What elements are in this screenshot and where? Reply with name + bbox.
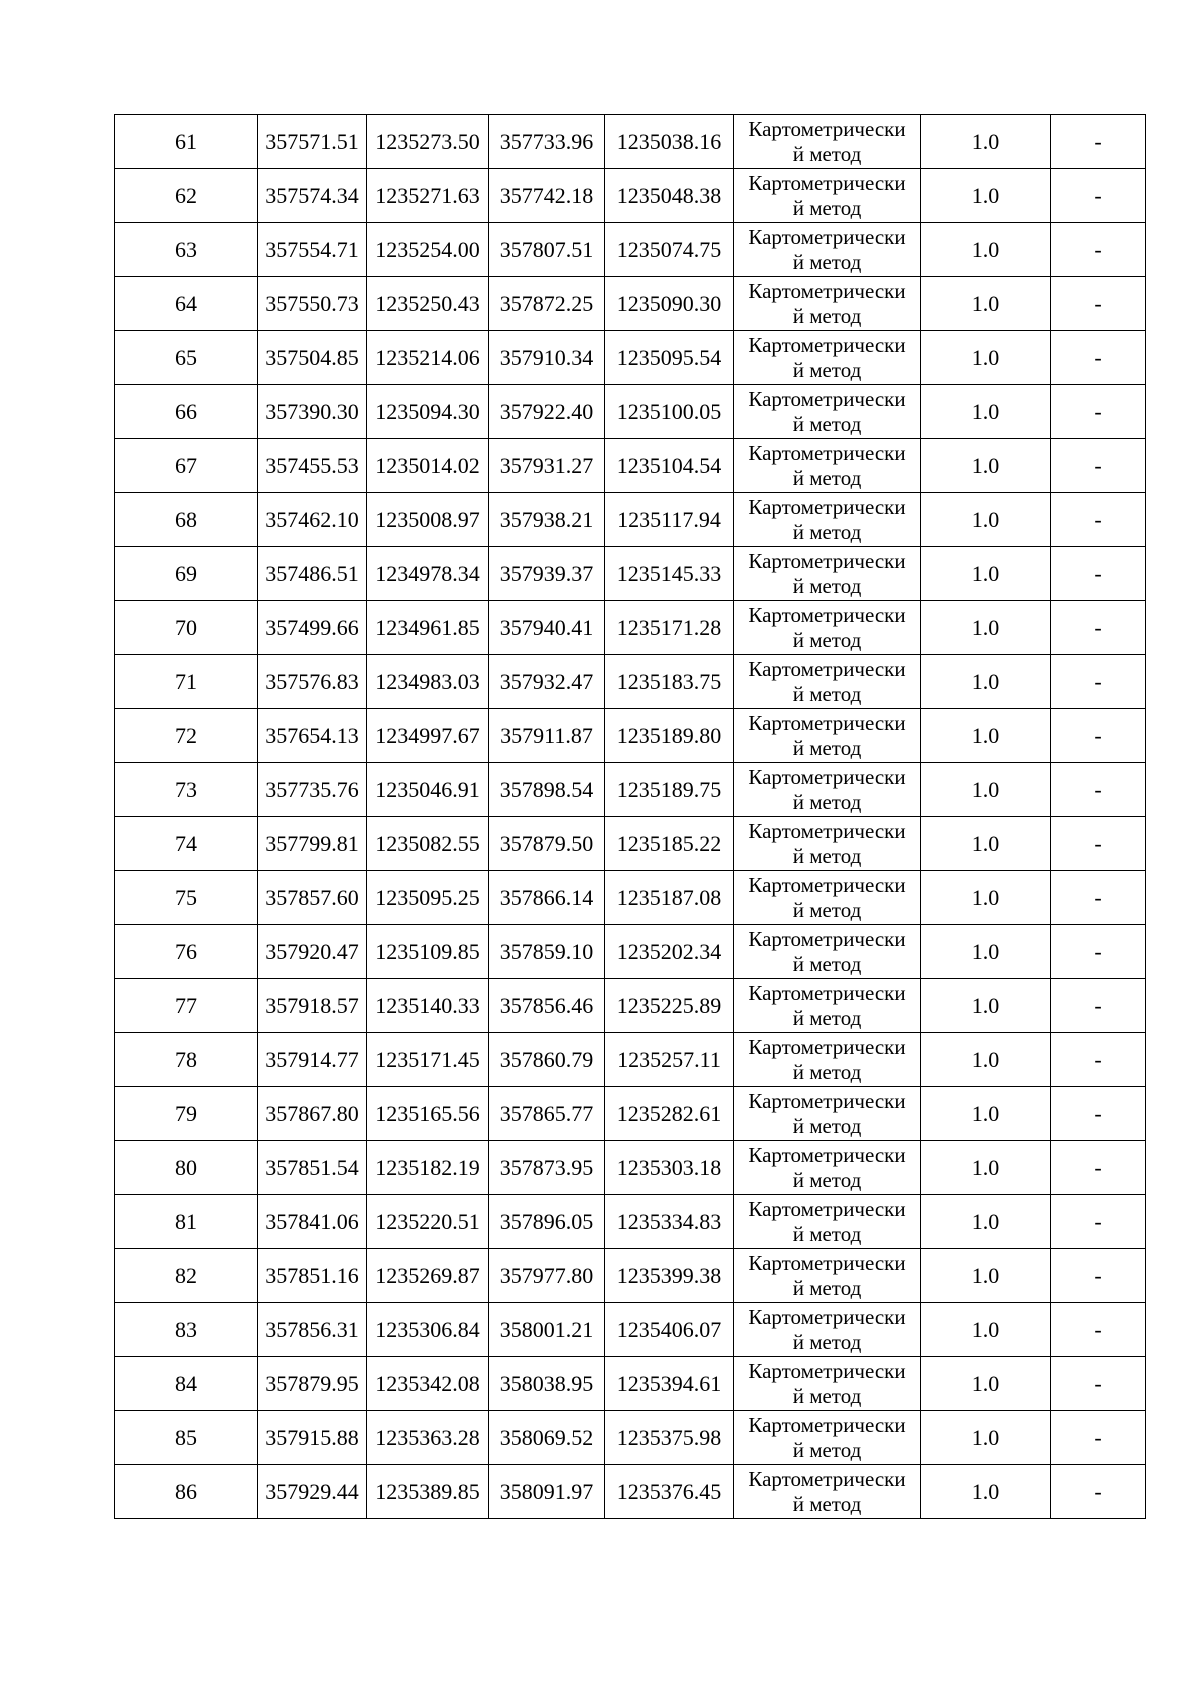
point-number-cell: 61 bbox=[115, 115, 258, 169]
method-cell bbox=[734, 169, 921, 223]
method-cell bbox=[734, 817, 921, 871]
table-row bbox=[115, 493, 1146, 547]
method-cell bbox=[734, 1249, 921, 1303]
x-coordinate-cell: 357654.13 bbox=[258, 709, 367, 763]
y-coordinate-2-cell: 1235225.89 bbox=[605, 979, 734, 1033]
point-number-cell: 69 bbox=[115, 547, 258, 601]
accuracy-cell: 1.0 bbox=[921, 169, 1051, 223]
x-coordinate-2-cell: 357938.21 bbox=[489, 493, 605, 547]
point-number-cell: 74 bbox=[115, 817, 258, 871]
method-line-1: Картометрически bbox=[748, 1142, 906, 1167]
method-line-1: Картометрически bbox=[748, 818, 906, 843]
x-coordinate-2-cell: 357879.50 bbox=[489, 817, 605, 871]
accuracy-cell: 1.0 bbox=[921, 817, 1051, 871]
method-line-2: й метод bbox=[792, 1275, 862, 1300]
x-coordinate-cell: 357504.85 bbox=[258, 331, 367, 385]
x-coordinate-cell: 357735.76 bbox=[258, 763, 367, 817]
x-coordinate-2-cell: 357856.46 bbox=[489, 979, 605, 1033]
y-coordinate-cell: 1235082.55 bbox=[367, 817, 489, 871]
x-coordinate-cell: 357486.51 bbox=[258, 547, 367, 601]
accuracy-cell: 1.0 bbox=[921, 493, 1051, 547]
method-line-1: Картометрически bbox=[748, 1196, 906, 1221]
note-cell: - bbox=[1051, 1141, 1146, 1195]
note-cell: - bbox=[1051, 601, 1146, 655]
table-row bbox=[115, 1141, 1146, 1195]
coordinates-table bbox=[114, 114, 1146, 1519]
accuracy-cell: 1.0 bbox=[921, 979, 1051, 1033]
y-coordinate-cell: 1235094.30 bbox=[367, 385, 489, 439]
point-number-cell: 73 bbox=[115, 763, 258, 817]
note-cell: - bbox=[1051, 1195, 1146, 1249]
y-coordinate-2-cell: 1235189.80 bbox=[605, 709, 734, 763]
point-number-cell: 62 bbox=[115, 169, 258, 223]
accuracy-cell: 1.0 bbox=[921, 1033, 1051, 1087]
table-row bbox=[115, 925, 1146, 979]
y-coordinate-2-cell: 1235202.34 bbox=[605, 925, 734, 979]
point-number-cell: 67 bbox=[115, 439, 258, 493]
method-cell bbox=[734, 655, 921, 709]
point-number-cell: 83 bbox=[115, 1303, 258, 1357]
note-cell: - bbox=[1051, 763, 1146, 817]
y-coordinate-2-cell: 1235090.30 bbox=[605, 277, 734, 331]
method-line-2: й метод bbox=[792, 1167, 862, 1192]
method-cell bbox=[734, 1303, 921, 1357]
note-cell: - bbox=[1051, 979, 1146, 1033]
point-number-cell: 80 bbox=[115, 1141, 258, 1195]
y-coordinate-cell: 1235271.63 bbox=[367, 169, 489, 223]
method-line-2: й метод bbox=[792, 735, 862, 760]
x-coordinate-2-cell: 358091.97 bbox=[489, 1465, 605, 1519]
method-line-1: Картометрически bbox=[748, 170, 906, 195]
x-coordinate-2-cell: 357873.95 bbox=[489, 1141, 605, 1195]
accuracy-cell: 1.0 bbox=[921, 331, 1051, 385]
method-line-1: Картометрически bbox=[748, 1412, 906, 1437]
y-coordinate-2-cell: 1235100.05 bbox=[605, 385, 734, 439]
y-coordinate-2-cell: 1235145.33 bbox=[605, 547, 734, 601]
note-cell: - bbox=[1051, 1357, 1146, 1411]
y-coordinate-2-cell: 1235394.61 bbox=[605, 1357, 734, 1411]
x-coordinate-cell: 357914.77 bbox=[258, 1033, 367, 1087]
x-coordinate-cell: 357499.66 bbox=[258, 601, 367, 655]
y-coordinate-2-cell: 1235185.22 bbox=[605, 817, 734, 871]
x-coordinate-cell: 357455.53 bbox=[258, 439, 367, 493]
x-coordinate-cell: 357929.44 bbox=[258, 1465, 367, 1519]
method-cell bbox=[734, 709, 921, 763]
table-body bbox=[115, 115, 1146, 1519]
y-coordinate-cell: 1235269.87 bbox=[367, 1249, 489, 1303]
method-line-2: й метод bbox=[792, 1491, 862, 1516]
y-coordinate-2-cell: 1235257.11 bbox=[605, 1033, 734, 1087]
note-cell: - bbox=[1051, 223, 1146, 277]
x-coordinate-cell: 357550.73 bbox=[258, 277, 367, 331]
x-coordinate-cell: 357554.71 bbox=[258, 223, 367, 277]
note-cell: - bbox=[1051, 1249, 1146, 1303]
y-coordinate-cell: 1235171.45 bbox=[367, 1033, 489, 1087]
y-coordinate-2-cell: 1235095.54 bbox=[605, 331, 734, 385]
x-coordinate-2-cell: 357931.27 bbox=[489, 439, 605, 493]
x-coordinate-cell: 357920.47 bbox=[258, 925, 367, 979]
x-coordinate-cell: 357574.34 bbox=[258, 169, 367, 223]
x-coordinate-2-cell: 357940.41 bbox=[489, 601, 605, 655]
note-cell: - bbox=[1051, 1465, 1146, 1519]
table-row bbox=[115, 385, 1146, 439]
method-line-2: й метод bbox=[792, 843, 862, 868]
point-number-cell: 64 bbox=[115, 277, 258, 331]
y-coordinate-2-cell: 1235104.54 bbox=[605, 439, 734, 493]
method-line-2: й метод bbox=[792, 411, 862, 436]
x-coordinate-cell: 357390.30 bbox=[258, 385, 367, 439]
accuracy-cell: 1.0 bbox=[921, 1195, 1051, 1249]
y-coordinate-2-cell: 1235171.28 bbox=[605, 601, 734, 655]
accuracy-cell: 1.0 bbox=[921, 1465, 1051, 1519]
method-line-2: й метод bbox=[792, 249, 862, 274]
y-coordinate-2-cell: 1235399.38 bbox=[605, 1249, 734, 1303]
method-line-2: й метод bbox=[792, 1329, 862, 1354]
method-cell bbox=[734, 1087, 921, 1141]
x-coordinate-2-cell: 357742.18 bbox=[489, 169, 605, 223]
method-line-2: й метод bbox=[792, 1005, 862, 1030]
method-line-1: Картометрически bbox=[748, 1358, 906, 1383]
x-coordinate-cell: 357915.88 bbox=[258, 1411, 367, 1465]
method-cell bbox=[734, 1357, 921, 1411]
x-coordinate-cell: 357841.06 bbox=[258, 1195, 367, 1249]
method-line-2: й метод bbox=[792, 465, 862, 490]
x-coordinate-2-cell: 358069.52 bbox=[489, 1411, 605, 1465]
x-coordinate-cell: 357867.80 bbox=[258, 1087, 367, 1141]
x-coordinate-2-cell: 357910.34 bbox=[489, 331, 605, 385]
note-cell: - bbox=[1051, 493, 1146, 547]
y-coordinate-cell: 1235220.51 bbox=[367, 1195, 489, 1249]
accuracy-cell: 1.0 bbox=[921, 223, 1051, 277]
x-coordinate-2-cell: 357922.40 bbox=[489, 385, 605, 439]
y-coordinate-2-cell: 1235406.07 bbox=[605, 1303, 734, 1357]
note-cell: - bbox=[1051, 1411, 1146, 1465]
method-line-1: Картометрически bbox=[748, 980, 906, 1005]
point-number-cell: 79 bbox=[115, 1087, 258, 1141]
y-coordinate-2-cell: 1235303.18 bbox=[605, 1141, 734, 1195]
note-cell: - bbox=[1051, 1303, 1146, 1357]
point-number-cell: 86 bbox=[115, 1465, 258, 1519]
method-line-2: й метод bbox=[792, 1221, 862, 1246]
table-row bbox=[115, 1249, 1146, 1303]
method-cell bbox=[734, 1195, 921, 1249]
note-cell: - bbox=[1051, 871, 1146, 925]
method-line-1: Картометрически bbox=[748, 1466, 906, 1491]
table-row bbox=[115, 871, 1146, 925]
y-coordinate-cell: 1235046.91 bbox=[367, 763, 489, 817]
point-number-cell: 72 bbox=[115, 709, 258, 763]
point-number-cell: 65 bbox=[115, 331, 258, 385]
x-coordinate-cell: 357576.83 bbox=[258, 655, 367, 709]
method-line-2: й метод bbox=[792, 789, 862, 814]
y-coordinate-2-cell: 1235376.45 bbox=[605, 1465, 734, 1519]
method-cell bbox=[734, 331, 921, 385]
accuracy-cell: 1.0 bbox=[921, 763, 1051, 817]
method-line-1: Картометрически bbox=[748, 1250, 906, 1275]
accuracy-cell: 1.0 bbox=[921, 547, 1051, 601]
y-coordinate-cell: 1235273.50 bbox=[367, 115, 489, 169]
y-coordinate-cell: 1234997.67 bbox=[367, 709, 489, 763]
method-cell bbox=[734, 277, 921, 331]
accuracy-cell: 1.0 bbox=[921, 277, 1051, 331]
note-cell: - bbox=[1051, 655, 1146, 709]
point-number-cell: 68 bbox=[115, 493, 258, 547]
method-line-2: й метод bbox=[792, 1059, 862, 1084]
x-coordinate-cell: 357799.81 bbox=[258, 817, 367, 871]
note-cell: - bbox=[1051, 1087, 1146, 1141]
method-line-1: Картометрически bbox=[748, 116, 906, 141]
x-coordinate-2-cell: 357807.51 bbox=[489, 223, 605, 277]
x-coordinate-cell: 357857.60 bbox=[258, 871, 367, 925]
method-line-1: Картометрически bbox=[748, 1304, 906, 1329]
y-coordinate-cell: 1235182.19 bbox=[367, 1141, 489, 1195]
y-coordinate-2-cell: 1235282.61 bbox=[605, 1087, 734, 1141]
note-cell: - bbox=[1051, 439, 1146, 493]
point-number-cell: 85 bbox=[115, 1411, 258, 1465]
accuracy-cell: 1.0 bbox=[921, 871, 1051, 925]
y-coordinate-cell: 1235214.06 bbox=[367, 331, 489, 385]
x-coordinate-2-cell: 357865.77 bbox=[489, 1087, 605, 1141]
table-row bbox=[115, 115, 1146, 169]
method-line-1: Картометрически bbox=[748, 764, 906, 789]
table-row bbox=[115, 1411, 1146, 1465]
method-cell bbox=[734, 763, 921, 817]
accuracy-cell: 1.0 bbox=[921, 115, 1051, 169]
method-line-1: Картометрически bbox=[748, 602, 906, 627]
table-row bbox=[115, 655, 1146, 709]
table-row bbox=[115, 1195, 1146, 1249]
x-coordinate-2-cell: 357977.80 bbox=[489, 1249, 605, 1303]
accuracy-cell: 1.0 bbox=[921, 925, 1051, 979]
table-row bbox=[115, 1303, 1146, 1357]
table-row bbox=[115, 1033, 1146, 1087]
point-number-cell: 71 bbox=[115, 655, 258, 709]
method-cell bbox=[734, 1465, 921, 1519]
method-line-1: Картометрически bbox=[748, 548, 906, 573]
accuracy-cell: 1.0 bbox=[921, 439, 1051, 493]
method-line-2: й метод bbox=[792, 303, 862, 328]
note-cell: - bbox=[1051, 169, 1146, 223]
x-coordinate-2-cell: 357896.05 bbox=[489, 1195, 605, 1249]
y-coordinate-cell: 1235389.85 bbox=[367, 1465, 489, 1519]
method-line-2: й метод bbox=[792, 573, 862, 598]
y-coordinate-2-cell: 1235189.75 bbox=[605, 763, 734, 817]
method-line-1: Картометрически bbox=[748, 278, 906, 303]
point-number-cell: 84 bbox=[115, 1357, 258, 1411]
y-coordinate-cell: 1234961.85 bbox=[367, 601, 489, 655]
table-row bbox=[115, 817, 1146, 871]
y-coordinate-cell: 1235306.84 bbox=[367, 1303, 489, 1357]
note-cell: - bbox=[1051, 709, 1146, 763]
method-cell bbox=[734, 385, 921, 439]
method-line-1: Картометрически bbox=[748, 440, 906, 465]
x-coordinate-2-cell: 357859.10 bbox=[489, 925, 605, 979]
accuracy-cell: 1.0 bbox=[921, 1357, 1051, 1411]
y-coordinate-cell: 1235014.02 bbox=[367, 439, 489, 493]
y-coordinate-2-cell: 1235048.38 bbox=[605, 169, 734, 223]
point-number-cell: 70 bbox=[115, 601, 258, 655]
method-line-2: й метод bbox=[792, 357, 862, 382]
point-number-cell: 81 bbox=[115, 1195, 258, 1249]
table-row bbox=[115, 223, 1146, 277]
point-number-cell: 82 bbox=[115, 1249, 258, 1303]
y-coordinate-cell: 1235109.85 bbox=[367, 925, 489, 979]
note-cell: - bbox=[1051, 331, 1146, 385]
accuracy-cell: 1.0 bbox=[921, 1249, 1051, 1303]
note-cell: - bbox=[1051, 115, 1146, 169]
note-cell: - bbox=[1051, 277, 1146, 331]
point-number-cell: 76 bbox=[115, 925, 258, 979]
method-line-2: й метод bbox=[792, 897, 862, 922]
method-line-1: Картометрически bbox=[748, 332, 906, 357]
point-number-cell: 63 bbox=[115, 223, 258, 277]
table-row bbox=[115, 169, 1146, 223]
method-cell bbox=[734, 493, 921, 547]
y-coordinate-2-cell: 1235038.16 bbox=[605, 115, 734, 169]
table-row bbox=[115, 439, 1146, 493]
note-cell: - bbox=[1051, 817, 1146, 871]
note-cell: - bbox=[1051, 1033, 1146, 1087]
method-line-1: Картометрически bbox=[748, 224, 906, 249]
method-line-1: Картометрически bbox=[748, 1034, 906, 1059]
y-coordinate-2-cell: 1235183.75 bbox=[605, 655, 734, 709]
note-cell: - bbox=[1051, 547, 1146, 601]
x-coordinate-2-cell: 357911.87 bbox=[489, 709, 605, 763]
method-line-1: Картометрически bbox=[748, 1088, 906, 1113]
x-coordinate-cell: 357856.31 bbox=[258, 1303, 367, 1357]
y-coordinate-2-cell: 1235334.83 bbox=[605, 1195, 734, 1249]
x-coordinate-2-cell: 357939.37 bbox=[489, 547, 605, 601]
method-line-1: Картометрически bbox=[748, 656, 906, 681]
accuracy-cell: 1.0 bbox=[921, 385, 1051, 439]
x-coordinate-cell: 357918.57 bbox=[258, 979, 367, 1033]
method-line-2: й метод bbox=[792, 951, 862, 976]
method-line-2: й метод bbox=[792, 1113, 862, 1138]
y-coordinate-cell: 1235008.97 bbox=[367, 493, 489, 547]
point-number-cell: 78 bbox=[115, 1033, 258, 1087]
y-coordinate-cell: 1235095.25 bbox=[367, 871, 489, 925]
note-cell: - bbox=[1051, 925, 1146, 979]
x-coordinate-2-cell: 357932.47 bbox=[489, 655, 605, 709]
method-line-2: й метод bbox=[792, 141, 862, 166]
y-coordinate-2-cell: 1235074.75 bbox=[605, 223, 734, 277]
accuracy-cell: 1.0 bbox=[921, 1303, 1051, 1357]
method-cell bbox=[734, 115, 921, 169]
y-coordinate-cell: 1235165.56 bbox=[367, 1087, 489, 1141]
x-coordinate-2-cell: 358001.21 bbox=[489, 1303, 605, 1357]
method-line-2: й метод bbox=[792, 627, 862, 652]
method-line-2: й метод bbox=[792, 1383, 862, 1408]
method-cell bbox=[734, 601, 921, 655]
y-coordinate-cell: 1235250.43 bbox=[367, 277, 489, 331]
method-cell bbox=[734, 439, 921, 493]
x-coordinate-2-cell: 357866.14 bbox=[489, 871, 605, 925]
accuracy-cell: 1.0 bbox=[921, 709, 1051, 763]
method-line-2: й метод bbox=[792, 195, 862, 220]
method-cell bbox=[734, 547, 921, 601]
table-row bbox=[115, 547, 1146, 601]
method-cell bbox=[734, 1411, 921, 1465]
x-coordinate-cell: 357879.95 bbox=[258, 1357, 367, 1411]
method-line-1: Картометрически bbox=[748, 872, 906, 897]
method-line-2: й метод bbox=[792, 681, 862, 706]
method-cell bbox=[734, 979, 921, 1033]
method-line-2: й метод bbox=[792, 1437, 862, 1462]
accuracy-cell: 1.0 bbox=[921, 1087, 1051, 1141]
table-row bbox=[115, 1087, 1146, 1141]
y-coordinate-cell: 1235140.33 bbox=[367, 979, 489, 1033]
x-coordinate-cell: 357851.16 bbox=[258, 1249, 367, 1303]
x-coordinate-cell: 357462.10 bbox=[258, 493, 367, 547]
method-line-1: Картометрически bbox=[748, 386, 906, 411]
table-row bbox=[115, 763, 1146, 817]
method-cell bbox=[734, 925, 921, 979]
accuracy-cell: 1.0 bbox=[921, 1411, 1051, 1465]
accuracy-cell: 1.0 bbox=[921, 601, 1051, 655]
point-number-cell: 66 bbox=[115, 385, 258, 439]
y-coordinate-2-cell: 1235375.98 bbox=[605, 1411, 734, 1465]
y-coordinate-cell: 1235254.00 bbox=[367, 223, 489, 277]
table-row bbox=[115, 1465, 1146, 1519]
y-coordinate-cell: 1235363.28 bbox=[367, 1411, 489, 1465]
accuracy-cell: 1.0 bbox=[921, 655, 1051, 709]
x-coordinate-2-cell: 357898.54 bbox=[489, 763, 605, 817]
table-row bbox=[115, 601, 1146, 655]
method-line-1: Картометрически bbox=[748, 926, 906, 951]
x-coordinate-2-cell: 357733.96 bbox=[489, 115, 605, 169]
point-number-cell: 75 bbox=[115, 871, 258, 925]
method-cell bbox=[734, 1033, 921, 1087]
y-coordinate-cell: 1235342.08 bbox=[367, 1357, 489, 1411]
x-coordinate-2-cell: 357860.79 bbox=[489, 1033, 605, 1087]
method-cell bbox=[734, 871, 921, 925]
y-coordinate-cell: 1234983.03 bbox=[367, 655, 489, 709]
x-coordinate-2-cell: 358038.95 bbox=[489, 1357, 605, 1411]
table-row bbox=[115, 979, 1146, 1033]
y-coordinate-cell: 1234978.34 bbox=[367, 547, 489, 601]
table-row bbox=[115, 277, 1146, 331]
accuracy-cell: 1.0 bbox=[921, 1141, 1051, 1195]
point-number-cell: 77 bbox=[115, 979, 258, 1033]
note-cell: - bbox=[1051, 385, 1146, 439]
method-line-1: Картометрически bbox=[748, 494, 906, 519]
table-row bbox=[115, 1357, 1146, 1411]
x-coordinate-cell: 357571.51 bbox=[258, 115, 367, 169]
table-row bbox=[115, 331, 1146, 385]
y-coordinate-2-cell: 1235187.08 bbox=[605, 871, 734, 925]
x-coordinate-2-cell: 357872.25 bbox=[489, 277, 605, 331]
method-line-2: й метод bbox=[792, 519, 862, 544]
method-cell bbox=[734, 223, 921, 277]
x-coordinate-cell: 357851.54 bbox=[258, 1141, 367, 1195]
y-coordinate-2-cell: 1235117.94 bbox=[605, 493, 734, 547]
method-line-1: Картометрически bbox=[748, 710, 906, 735]
method-cell bbox=[734, 1141, 921, 1195]
table-row bbox=[115, 709, 1146, 763]
